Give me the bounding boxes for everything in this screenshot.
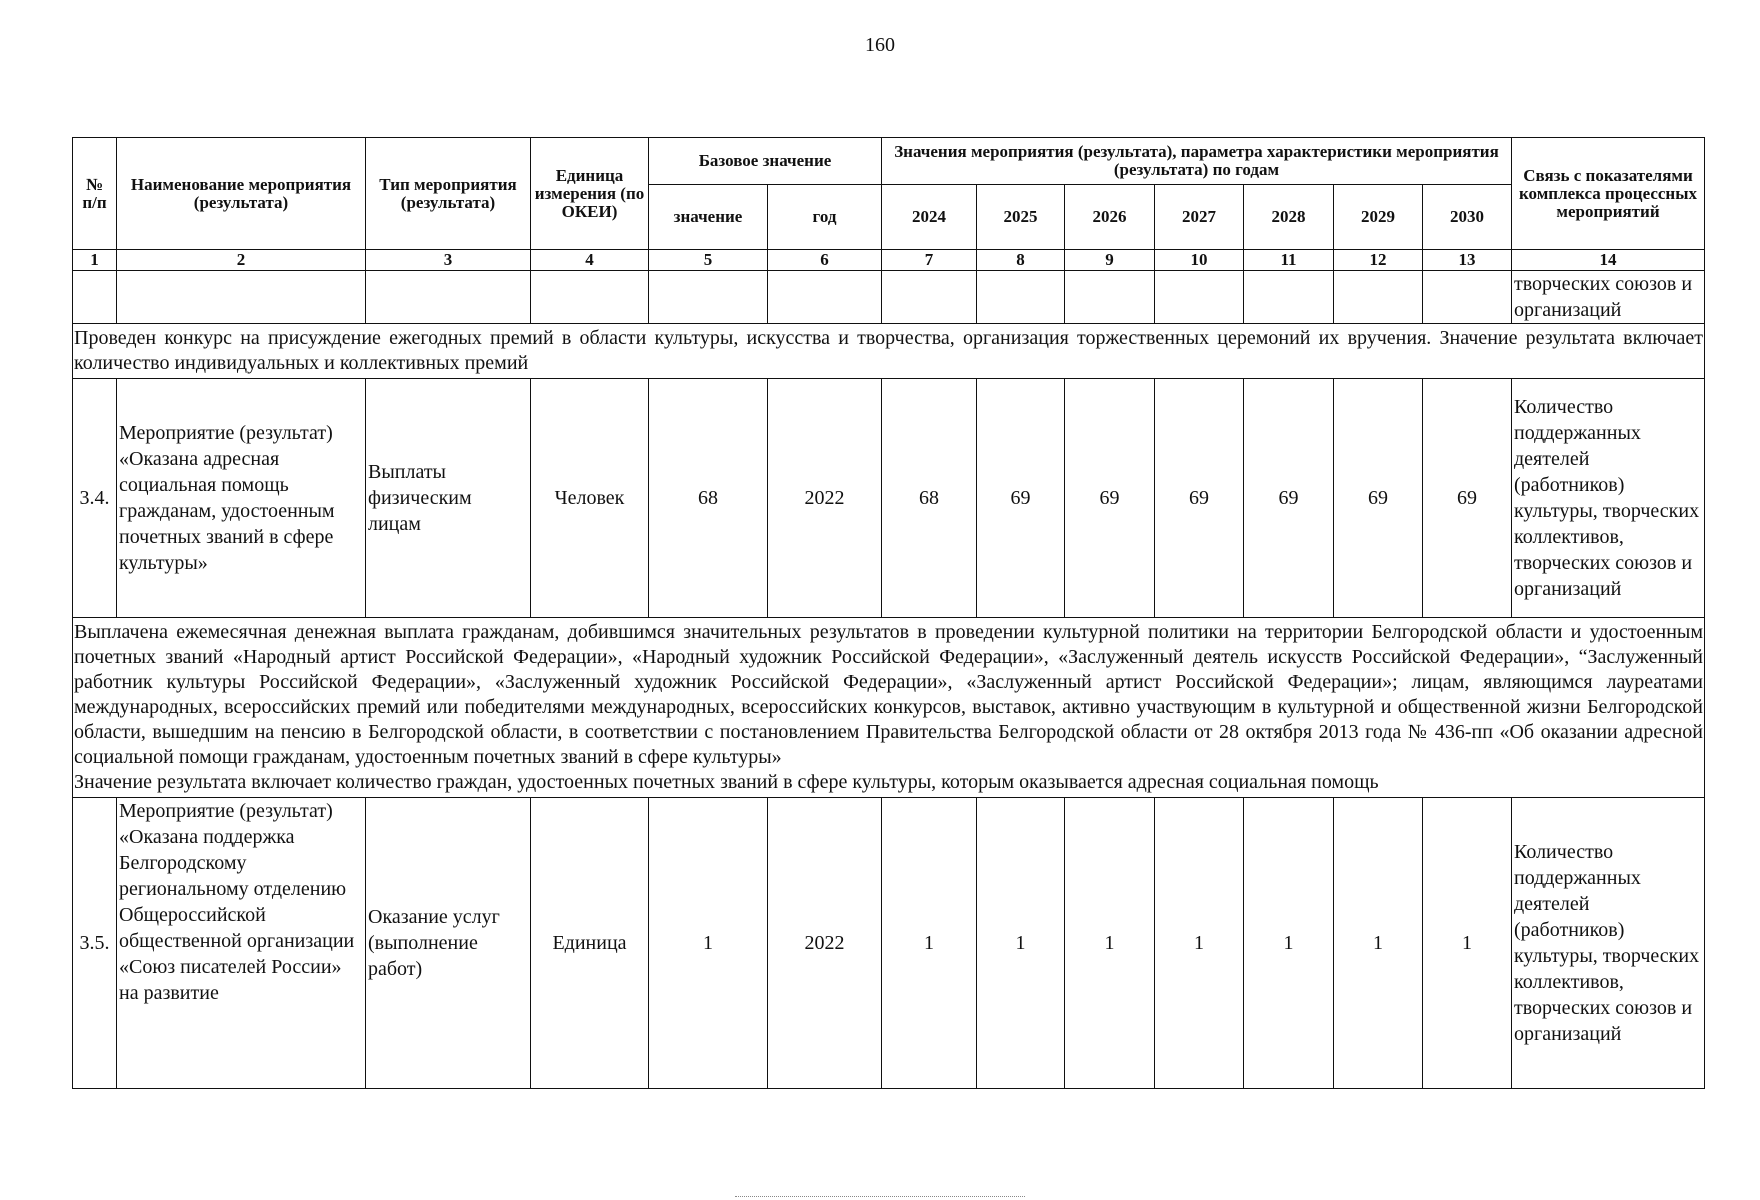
year-value-cell: 69 <box>1423 379 1512 618</box>
base-year-cell: 2022 <box>768 379 882 618</box>
activity-type: Оказание услуг (выполнение работ) <box>366 798 531 1089</box>
header-year: 2028 <box>1244 185 1334 250</box>
table-row-continued <box>73 271 1705 324</box>
header-year: 2027 <box>1155 185 1244 250</box>
year-value-cell: 69 <box>1244 379 1334 618</box>
header-name: Наименование мероприятия (результата) <box>117 138 366 250</box>
year-value-cell: 69 <box>1334 379 1423 618</box>
activity-type: Выплаты физическим лицам <box>366 379 531 618</box>
col-number: 7 <box>882 250 977 271</box>
year-value-cell: 1 <box>882 798 977 1089</box>
col-number: 3 <box>366 250 531 271</box>
header-year: 2029 <box>1334 185 1423 250</box>
activities-table <box>72 137 1705 1089</box>
footer-divider <box>735 1196 1025 1197</box>
link-cell: Количество поддержанных деятелей (работников) культуры, творческих коллективов, творческих союзов и организаций <box>1512 798 1705 1089</box>
page-number: 160 <box>865 34 895 56</box>
col-number: 9 <box>1065 250 1155 271</box>
header-link: Связь с показателями комплекса процессных мероприятий <box>1512 138 1705 250</box>
col-number: 2 <box>117 250 366 271</box>
header-num: № п/п <box>73 138 117 250</box>
row-number: 3.5. <box>73 798 117 1089</box>
header-year: 2030 <box>1423 185 1512 250</box>
col-number: 14 <box>1512 250 1705 271</box>
base-value-cell: 1 <box>649 798 768 1089</box>
header-year: 2025 <box>977 185 1065 250</box>
link-cell: Количество поддержанных деятелей (работников) культуры, творческих коллективов, творческих союзов и организаций <box>1512 379 1705 618</box>
header-base-group: Базовое значение <box>649 138 882 185</box>
row-number: 3.4. <box>73 379 117 618</box>
year-value-cell: 1 <box>1155 798 1244 1089</box>
description-paragraph: Значение результата включает количество граждан, удостоенных почетных званий в сфере культуры, которым оказывается адресная социальная помощь <box>74 771 1379 793</box>
table-row-3-5 <box>73 798 1705 1089</box>
column-number-row <box>73 250 1705 271</box>
header-type: Тип мероприятия (результата) <box>366 138 531 250</box>
col-number: 12 <box>1334 250 1423 271</box>
description-text <box>73 618 1705 798</box>
header-years-group: Значения мероприятия (результата), параметра характеристики мероприятия (результата) по годам <box>882 138 1512 185</box>
activity-name: Мероприятие (результат) «Оказана поддержка Белгородскому региональному отделению Общероссийской общественной организации «Союз писателей России» на развитие <box>117 798 366 1089</box>
description-row <box>73 324 1705 379</box>
unit-cell: Человек <box>531 379 649 618</box>
col-number: 13 <box>1423 250 1512 271</box>
description-paragraph: Выплачена ежемесячная денежная выплата гражданам, добившимся значительных результатов в проведении культурной политики на территории Белгородской области и удостоенным почетных званий «Народный артист Российской Федерации», «Народный художник Российской Федерации», «Заслуженный деятель искусств Российской Федерации», “Заслуженный работник культуры Российской Федерации», «Заслуженный художник Российской Федерации», «Заслуженный артист Российской Федерации»; лицам, являющимся лауреатами международных, всероссийских премий или победителями международных, всероссийских конкурсов, выставок, активно участвующим в культурной и общественной жизни Белгородской области, вышедшим на пенсию в Белгородской области, в соответствии с постановлением Правительства Белгородской области от 28 октября 2013 года № 436-пп «Об оказании адресной социальной помощи гражданам, удостоенным почетных званий в сфере культуры» <box>74 621 1703 768</box>
header-base-year: год <box>768 185 882 250</box>
col-number: 1 <box>73 250 117 271</box>
year-value-cell: 1 <box>1065 798 1155 1089</box>
base-value-cell: 68 <box>649 379 768 618</box>
header-row <box>73 138 1705 185</box>
table-row-3-4 <box>73 379 1705 618</box>
year-value-cell: 1 <box>977 798 1065 1089</box>
header-year: 2026 <box>1065 185 1155 250</box>
header-year: 2024 <box>882 185 977 250</box>
year-value-cell: 69 <box>1155 379 1244 618</box>
col-number: 10 <box>1155 250 1244 271</box>
year-value-cell: 68 <box>882 379 977 618</box>
base-year-cell: 2022 <box>768 798 882 1089</box>
col-number: 5 <box>649 250 768 271</box>
col-number: 11 <box>1244 250 1334 271</box>
col-number: 4 <box>531 250 649 271</box>
description-text: Проведен конкурс на присуждение ежегодных премий в области культуры, искусства и творчества, организация торжественных церемоний их вручения. Значение результата включает количество индивидуальных и коллективных премий <box>73 324 1705 379</box>
unit-cell: Единица <box>531 798 649 1089</box>
col-number: 8 <box>977 250 1065 271</box>
year-value-cell: 1 <box>1334 798 1423 1089</box>
year-value-cell: 1 <box>1423 798 1512 1089</box>
header-unit: Единица измерения (по ОКЕИ) <box>531 138 649 250</box>
year-value-cell: 1 <box>1244 798 1334 1089</box>
description-row <box>73 618 1705 798</box>
year-value-cell: 69 <box>977 379 1065 618</box>
activity-name: Мероприятие (результат) «Оказана адресная социальная помощь гражданам, удостоенным почетных званий в сфере культуры» <box>117 379 366 618</box>
link-cell: творческих союзов и организаций <box>1512 271 1705 324</box>
header-base-value: значение <box>649 185 768 250</box>
col-number: 6 <box>768 250 882 271</box>
year-value-cell: 69 <box>1065 379 1155 618</box>
